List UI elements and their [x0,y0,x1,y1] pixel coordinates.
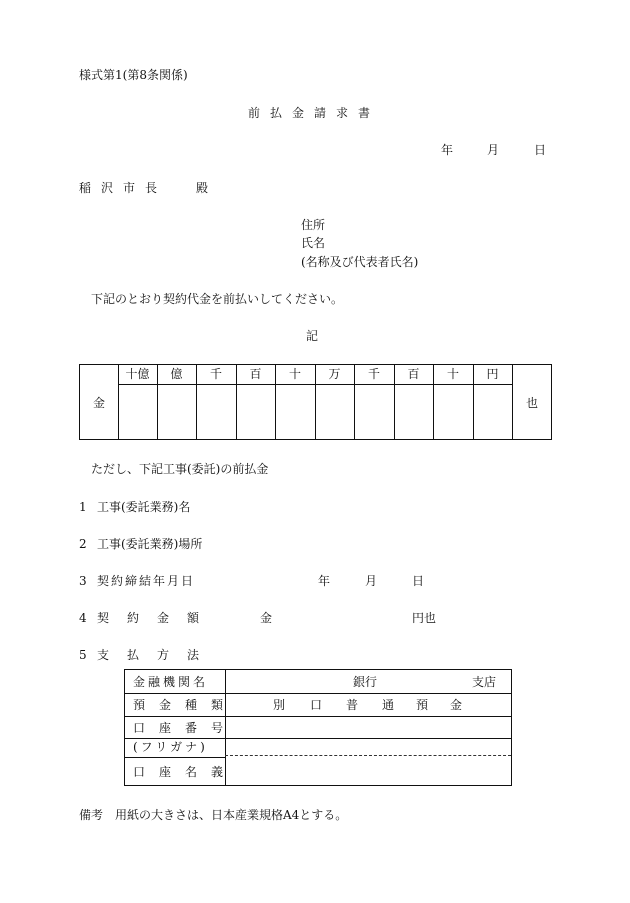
digit-header: 十 [446,367,459,381]
digit-header: 十億 [125,367,150,381]
amount-suffix: 也 [526,396,539,410]
name-label: 氏名 [301,236,326,250]
digit-header: 万 [328,367,341,381]
proviso-text: ただし、下記工事(委託)の前払金 [91,462,269,476]
deposit-type-char: 金 [450,698,463,712]
item-label: 工事(委託業務)名 [97,500,191,514]
item-number: 5 [79,648,87,662]
digit-header: 十 [288,367,301,381]
amount-yen-suffix: 円也 [412,611,437,625]
date-month: 月 [487,143,500,157]
date-day: 日 [534,143,547,157]
ki-label: 記 [306,329,319,343]
deposit-type-char: 別 [273,698,286,712]
item-label: 契約締結年月日 [97,574,196,588]
branch-suffix: 支店 [472,675,497,689]
deposit-type-label: 預金種類 [133,698,238,712]
remarks: 備考 用紙の大きさは、日本産業規格A4とする。 [79,808,348,822]
bank-suffix: 銀行 [353,675,378,689]
furigana-label: (フリガナ) [133,740,208,754]
representative-note: (名称及び代表者氏名) [301,255,419,269]
request-text: 下記のとおり契約代金を前払いしてください。 [91,292,344,306]
digit-header: 億 [170,367,183,381]
deposit-type-char: 口 [310,698,323,712]
bank-label: 金融機関名 [133,675,209,689]
account-holder-label: 口座名義 [133,765,238,779]
digit-header: 千 [209,367,222,381]
item-number: 1 [79,500,87,514]
addressee-name: 稲沢市長 [79,181,168,195]
date-year: 年 [441,143,454,157]
item-label: 支払方法 [97,648,218,662]
contract-month: 月 [365,574,378,588]
item-label: 契約金額 [97,611,218,625]
deposit-type-char: 通 [382,698,395,712]
deposit-type-char: 普 [346,698,359,712]
amount-prefix: 金 [260,611,273,625]
digit-header: 千 [367,367,380,381]
contract-day: 日 [412,574,425,588]
digit-header: 百 [249,367,262,381]
amount-table [79,364,552,440]
account-number-label: 口座番号 [133,721,238,735]
item-number: 2 [79,537,87,551]
form-label: 様式第1(第8条関係) [79,68,188,82]
payment-table [124,669,512,786]
item-number: 4 [79,611,87,625]
item-number: 3 [79,574,87,588]
contract-year: 年 [318,574,331,588]
document-title: 前払金請求書 [248,106,381,120]
amount-row-label: 金 [93,396,106,410]
address-label: 住所 [301,218,326,232]
addressee-honorific: 殿 [196,181,209,195]
digit-header: 百 [407,367,420,381]
deposit-type-char: 預 [416,698,429,712]
digit-header: 円 [486,367,499,381]
item-label: 工事(委託業務)場所 [97,537,203,551]
